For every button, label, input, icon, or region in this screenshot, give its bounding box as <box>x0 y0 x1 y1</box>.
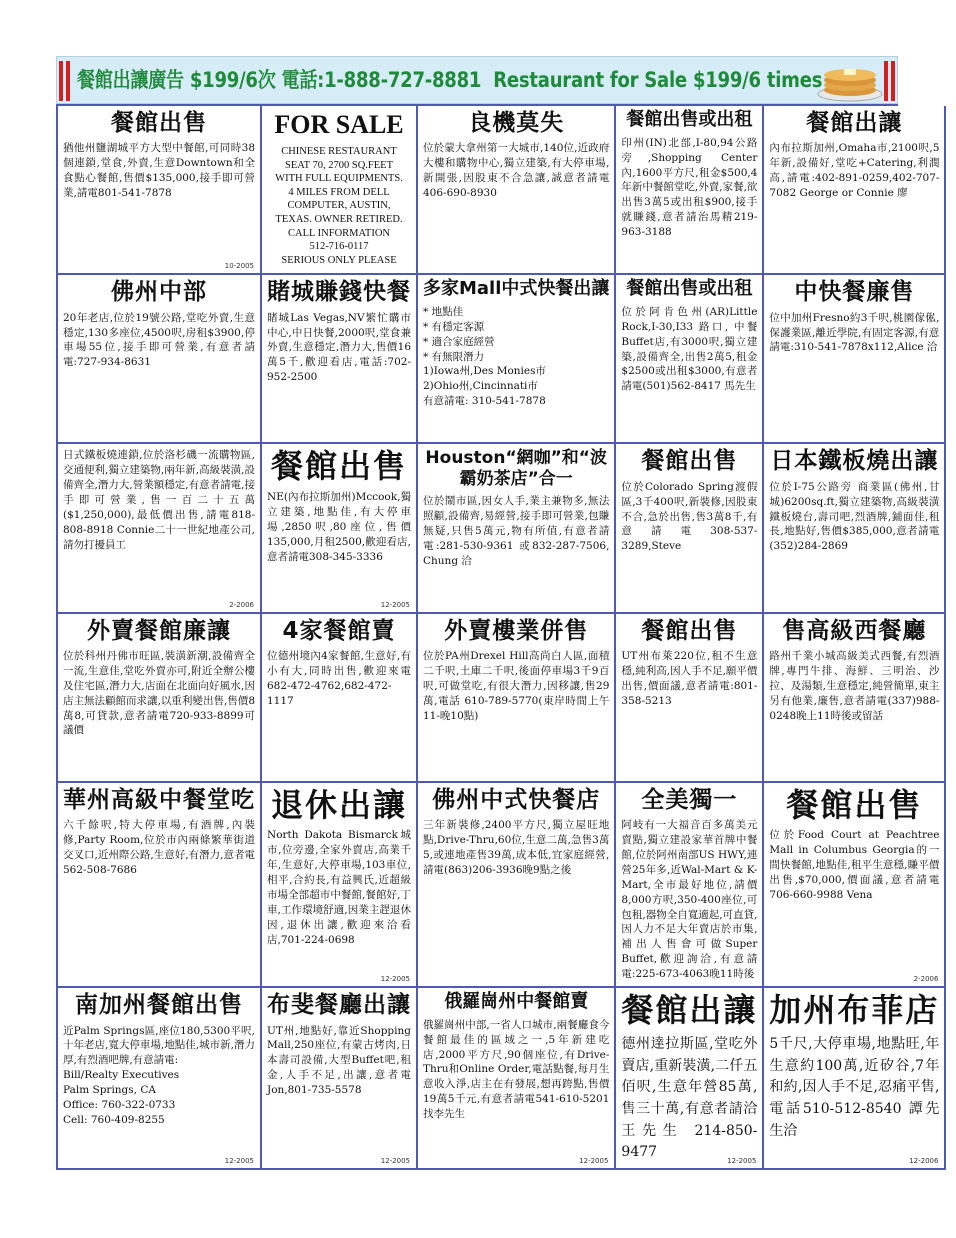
ad-body: 俄羅崗州中部,一省人口城市,兩餐廳食今餐館最佳的區域之一,5年新建吃店,2000平方尺,90個座位,有Drive-Thru和Online Order,電話點餐,每月生意收入淨,店主在有發展,想再跨點,售價19萬5千元,有意者請電541-610-5201找李先生 <box>423 1018 610 1121</box>
ad-body: 位於蒙大拿州第一大城市,140位,近政府大樓和購物中心,獨立建築,有大停車場,新開張,因股東不合急讓,誠意者請電406-690-8930 <box>423 142 610 200</box>
ad-body: 阿岐有一大福音百多萬美元賣點,獨立建設家華首牌中餐館,位於阿州南部US HWY,連營25年多,近Wal-Mart & K-Mart,全市最好地位,請價8,000方呎,350-400座位,可包租,器物全自寬適起,可直貸,因人力不足大年賣店於市集,補出人售會可做Super Buffet,歡迎詢洽,有意請電:225-673-4063晚11時後 <box>621 819 758 981</box>
ad-cell <box>764 275 946 444</box>
ad-body: * 地點佳 * 有穩定客源 * 適合家庭經營 * 有無限潛力 1)Iowa州,Des Monies市 2)Ohio州,Cincinnati市 有意請電: 310-541-7878 <box>423 305 546 408</box>
ad-cell <box>418 614 616 783</box>
banner-text <box>77 64 823 94</box>
ad-cell <box>616 614 764 783</box>
ad-body: 近Palm Springs區,座位180,5300平呎,十年老店,寬大停車場,地點佳,城市新,潛力厚,有烈酒吧牌,有意請電: Bill/Realty Executives Palm Springs, CA Office: 760-322-0733 Cell: 760-409-8255 <box>63 1024 255 1126</box>
ad-title: 佛州中式快餐店 <box>432 786 601 813</box>
ad-cell <box>262 988 418 1170</box>
ad-title: 餐館出售 <box>641 617 738 644</box>
ad-title: 外賣樓業併售 <box>444 617 589 644</box>
ad-cell <box>262 106 418 275</box>
ad-cell <box>616 444 764 613</box>
ad-title: 4家餐館賣 <box>282 617 396 644</box>
ad-body: 位於鬧市區,因女人手,業主兼物多,無法照顧,設備齊,易經營,接手即可營業,包賺無疑,只售5萬元,物有所值,有意者請電:281-530-9361 或832-287-7506, Chung 洽 <box>423 495 610 567</box>
ad-title: 良機莫失 <box>468 110 565 136</box>
ad-cell <box>418 444 616 613</box>
ad-title: 布斐餐廳出讓 <box>267 992 411 1019</box>
ad-body: 位於Colorado Spring渡假區,3千400呎,新裝修,因股東不合,急於出售,售3萬8千,有意請電308-537-3289,Steve <box>621 480 758 553</box>
ad-title: 佛州中部 <box>111 279 207 306</box>
ad-body: 路州千業小城高級美式西餐,有烈酒牌,專門牛排、海鮮、三明治、沙拉、及湯類,生意穩定,純營簡單,東主另有他業,廉售,意者請電(337)988-0248晚上11時後或留話 <box>769 649 940 722</box>
ad-title: 餐館出售或出租 <box>626 278 753 300</box>
red-bar-decoration <box>66 61 70 101</box>
ad-cell <box>58 614 262 783</box>
ad-body: 位於科州丹佛市旺區,裝潢新潮,設備齊全一流,生意佳,堂吃外賣亦可,附近全辦公樓及住宅區,潛力大,店面在北面向好風水,因店主無法顧館而求讓,以重利變出售,售價8萬8,可貸款,意者請電720-933-8899可議價 <box>63 649 255 737</box>
ad-cell <box>616 106 764 275</box>
red-bar-decoration <box>884 61 888 101</box>
ad-date: 2-2006 <box>229 600 254 609</box>
ad-date: 12-2005 <box>579 1157 609 1165</box>
ad-title: Houston“網咖”和“波霸奶茶店”合一 <box>425 448 607 489</box>
ad-title: 餐館出售 <box>270 447 407 486</box>
ad-title: 華州高級中餐堂吃 <box>63 786 255 813</box>
ad-cell <box>418 783 616 988</box>
ad-body: 位中加州Fresno約3千呎,桃園傢俬,保護業區,離近學院,有固定客源,有意請電:310-541-7878x112,Alice 洽 <box>769 311 940 354</box>
ad-cell <box>58 275 262 444</box>
ad-body: 德州達拉斯區,堂吃外賣店,重新裝潢,二仟五佰呎,生意年營85萬,售三十萬,有意者請洽王先生 214-850-9477 <box>621 1035 758 1161</box>
ads-grid <box>56 104 940 1170</box>
ad-cell <box>262 783 418 988</box>
ad-body: CHINESE RESTAURANT SEAT 70, 2700 SQ.FEET WITH FULL EQUIPMENTS. 4 MILES FROM DELL COMPUTER, AUSTIN, TEXAS. OWNER RETIRED. CALL INFORMATION 512-716-0117 SERIOUS ONLY PLEASE <box>275 145 403 267</box>
ad-cell <box>764 106 946 275</box>
ad-body: 三年新裝修,2400平方尺,獨立屋旺地點,Drive-Thru,60位,生意二萬,急售3萬5,或連地產售39萬,成本低,宜家庭經營,請電(863)206-3936晚9點之後 <box>423 819 610 876</box>
ad-cell <box>58 988 262 1170</box>
ad-body: 位於I-75公路旁 商業區(佛州,甘城)6200sq.ft,獨立建築物,高級裝潢鐵板燒台,壽司吧,烈酒牌,鋪面佳,租長,地點好,售價$385,000,意者請電(352)284-2869 <box>769 480 940 553</box>
ad-date: 12-2005 <box>224 1157 254 1165</box>
ad-cell <box>418 988 616 1170</box>
ad-body: 20年老店,位於19號公路,堂吃外賣,生意穩定,130多座位,4500呎,房租$3900,停車場55位,接手即可營業,有意者請電:727-934-8631 <box>63 311 255 369</box>
ad-cell <box>764 444 946 613</box>
banner-cn: 餐館出讓廣告 $199/6次 電話:1-888-727-8881 <box>77 68 482 92</box>
ad-body: 位德州境內4家餐館,生意好,有小有大,同時出售,歡迎來電682-472-4762,682-472-1117 <box>267 649 411 707</box>
ad-title: 全美獨一 <box>641 786 738 813</box>
ad-date: 12-2005 <box>380 1157 410 1165</box>
ad-title: 餐館出售 <box>111 110 207 136</box>
ad-title: 餐館出售或出租 <box>626 109 753 130</box>
ad-date: 12-2005 <box>380 975 410 984</box>
ad-body: NE(內布拉斯加州)Mccook,獨立建築,地點佳,有大停車場,2850呎,80座位,售價135,000,月租2500,歡迎看店,意者請電308-345-3336 <box>267 491 411 563</box>
ad-title: 俄羅崗州中餐館賣 <box>444 991 589 1013</box>
ad-cell <box>616 783 764 988</box>
ad-cell <box>764 614 946 783</box>
ad-body: 猶他州鹽湖城平方大型中餐館,可同時38個連鎖,堂食,外賣,生意Downtown和全食點心餐館,售價$135,000,接手即可營業,請電801-541-7878 <box>63 142 255 200</box>
ad-body: 賭城Las Vegas,NV繁忙購市中心,中日快餐,2000呎,堂食兼外賣,生意穩定,潛力大,售價16萬5千,歡迎看店,電話:702-952-2500 <box>267 311 411 384</box>
pancake-icon <box>817 60 883 102</box>
ad-date: 2-2006 <box>913 975 939 984</box>
ad-title: 餐館出售 <box>786 785 923 824</box>
ad-cell <box>262 444 418 613</box>
ad-body: 位於阿肯色州(AR)Little Rock,I-30,I33 路口, 中餐Buffet店,有3000呎,獨立建築,設備齊全,出售2萬5,租金$2500或出租$3000,有意者請電(501)562-8417 馬先生 <box>621 305 758 393</box>
ad-body: 位於PA州Drexel Hill高尚白人區,面積二千呎,土庫二千呎,後面停車場3千9百呎,可做堂吃,有很大潛力,因移讓,售29萬,電話 610-789-5770(東岸時間上午11-晚10點) <box>423 649 610 722</box>
ad-title: 售高級西餐廳 <box>782 617 927 644</box>
ad-body: 六千餘呎,特大停車場,有酒牌,內裝修,Party Room,位於市內兩條繁華街道交叉口,近州際公路,生意好,有潛力,意者電562-508-7686 <box>63 819 255 876</box>
ad-body: UT州布萊220位,租不生意穩,純利高,因人手不足,願平價出售,價面議,意者請電:801-358-5213 <box>621 649 758 707</box>
ad-body: 內布拉斯加州,Omaha市,2100呎,5年新,設備好,堂吃+Catering,利潤高,請電:402-891-0259,402-707-7082 George or Connie 廖 <box>769 142 940 200</box>
ad-date: 12-2005 <box>380 600 410 609</box>
ad-body: 5千尺,大停車場,地點旺,年生意約100萬,近矽谷,7年和約,因人手不足,忍痛平售,電話510-512-8540 譚先生洽 <box>769 1035 940 1139</box>
red-bar-decoration <box>59 61 63 101</box>
ad-cell <box>58 106 262 275</box>
ad-cell <box>616 988 764 1170</box>
ad-cell <box>262 614 418 783</box>
ad-cell <box>616 275 764 444</box>
banner-en: Restaurant for Sale $199/6 times <box>493 68 823 92</box>
ad-title: 外賣餐館廉讓 <box>87 617 231 644</box>
ad-cell <box>764 783 946 988</box>
ad-title: 加州布菲店 <box>769 991 940 1030</box>
ad-cell <box>764 988 946 1170</box>
ad-cell <box>58 783 262 988</box>
ad-cell <box>262 275 418 444</box>
ad-body: North Dakota Bismarck城市,位旁邊,全家外賣店,高業千年,生意好,大停車場,103車位,相平,合約長,有益興氏,近超級市場全部超市中餐館,餐館好,丁車,工作環境舒適,因業主趕退休因,退休出讓,歡迎來洽看店,701-224-0698 <box>267 829 411 946</box>
ad-body: 日式鐵板燒連鎖,位於洛杉磯一流購物區,交通便利,獨立建築物,兩年新,高級裝潢,設備齊全,潛力大,營業額穩定,有意者請電,接手即可營業,售一百二十五萬($1,250,000),最低價出售,請電818-808-8918 Connie二十一世紀地產公司,請勿打擾員工 <box>63 449 255 551</box>
red-bar-decoration <box>891 61 895 101</box>
ad-body: 位於Food Court at Peachtree Mall in Columbus Georgia的一間快餐館,地點佳,租平生意穩,賺平價出售,$70,000,價面議,意者請電706-660-9988 Vena <box>769 829 940 902</box>
ad-title: 餐館出售 <box>641 448 738 475</box>
ad-title: 賭城賺錢快餐 <box>267 279 411 306</box>
ad-date: 10-2005 <box>224 262 254 271</box>
ad-title: 餐館出讓 <box>621 991 758 1030</box>
ad-date: 12-2006 <box>909 1157 939 1165</box>
ad-title: FOR SALE <box>274 110 404 139</box>
ad-cell <box>418 275 616 444</box>
ad-title: 餐館出讓 <box>806 110 903 136</box>
ad-title: 退休出讓 <box>270 785 407 824</box>
ad-title: 中快餐廉售 <box>794 279 915 306</box>
ad-body: UT州,地點好,靠近Shopping Mall,250座位,有蒙古烤肉,日本壽司設備,大型Buffet吧,租金,人手不足,出讓,意者電Jon,801-735-5578 <box>267 1024 411 1097</box>
ad-title: 日本鐵板燒出讓 <box>770 448 939 475</box>
ad-date: 12-2005 <box>727 1157 757 1165</box>
ad-title: 南加州餐館出售 <box>75 992 243 1019</box>
header-banner <box>56 56 898 104</box>
ad-cell <box>58 444 262 613</box>
ad-title: 多家Mall中式快餐出讓 <box>423 278 610 300</box>
ad-body: 印州(IN)北部,I-80,94公路旁,Shopping Center內,1600平方尺,租金$500,4年新中餐館堂吃,外賣,家餐,欲出售3萬5或出租$900,接手就賺錢,意者請治馬精219-963-3188 <box>621 136 758 239</box>
ad-cell <box>418 106 616 275</box>
